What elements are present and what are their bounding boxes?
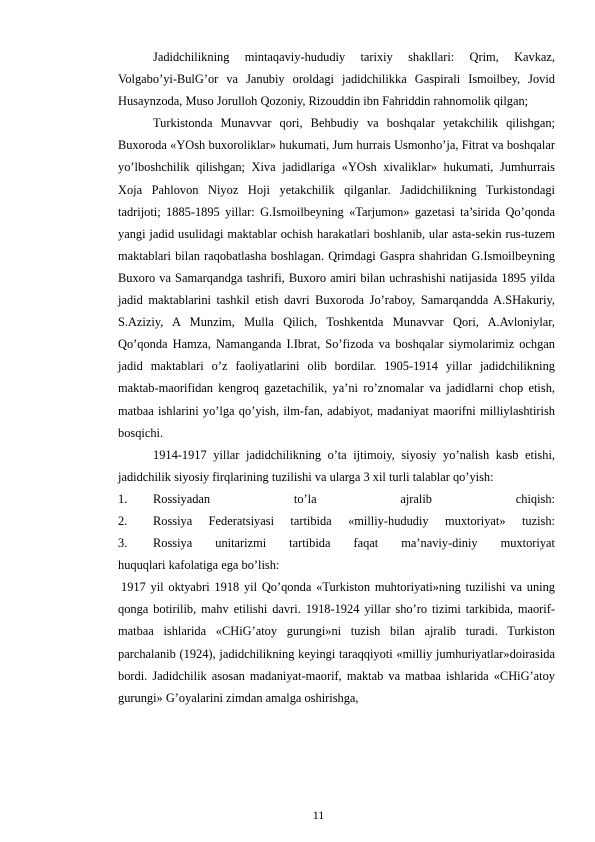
list-text: Rossiya Federatsiyasi tartibida «milliy-hududiy muxtoriyat» tuzish:	[153, 513, 555, 528]
paragraph-4: 1917 yil oktyabri 1918 yil Qo’qonda «Turkiston muhtoriyati»ning tuzilishi va uning qonga botirilib, mahv etilishi davri. 1918-1924 yillar sho’ro tizimi tarkibida, maorif-matbaa ishlarida «CHiG’atoy gurungi»ni tuzish bilan ajralib turadi. Turkiston parchalanib (1924), jadidchilikning keyingi taraqqiyoti «milliy jumhuriyatlar»doirasida bordi. Jadidchilik asosan madaniyat-maorif, maktab va matbaa ishlarida «CHiG’atoy gurungi» G’oyalarini zimdan amalga oshirishga,	[118, 580, 555, 705]
list-item	[118, 532, 555, 554]
list-continuation: huquqlari kafolatiga ega bo’lish:	[118, 558, 280, 573]
list-text: Rossiya unitarizmi tartibida faqat ma’naviy-diniy muxtoriyat	[153, 536, 555, 551]
list-number: 1.	[118, 491, 128, 506]
paragraph-3: 1914-1917 yillar jadidchilikning o’ta ijtimoiy, siyosiy yo’nalish kasb etishi, jadidchilik siyosiy firqlarining tuzilishi va ularga 3 xil turli talablar qo’yish:	[118, 447, 555, 484]
paragraph-1: Jadidchilikning mintaqaviy-hududiy tarixiy shakllari: Qrim, Kavkaz, Volgabo’yi-BulG’or va Janubiy oroldagi jadidchilikka Gaspirali Ismoilbey, Jovid Husaynzoda, Muso Jorulloh Qozoniy, Rizouddin ibn Fahriddin rahnomolik qilgan;	[118, 50, 555, 109]
list-item	[118, 510, 555, 532]
paragraph-2: Turkistonda Munavvar qori, Behbudiy va boshqalar yetakchilik qilishgan; Buxoroda «YOsh buxoroliklar» hukumati, Jum hurrais Usmonho’ja, Fitrat va boshqalar yo’lboshchilik qilishgan; Xiva jadidlariga «YOsh xivaliklar» hukumati, Jumhurrais Xoja Pahlovon Niyoz Hoji yetakchilik qilganlar. Jadidchilikning Turkistondagi tadrijoti; 1885-1895 yillar: G.Ismoilbeyning «Tarjumon» gazetasi ta’sirida Qo’qonda yangi jadid usulidagi maktablar ochish harakatlari boshlanib, ular asta-sekin rus-tuzem maktablari bilan raqobatlasha boshlagan. Qrimdagi Gaspra shahridan G.Ismoilbeyning Buxoro va Samarqandga tashrifi, Buxoro amiri bilan uchrashishi natijasida 1895 yilda jadid maktablarini tashkil etish davri Buxoroda Jo’raboy, Samarqandda A.SHakuriy, S.Aziziy, A Munzim, Mulla Qilich, Toshkentda Munavvar Qori, A.Avloniylar, Qo’qonda Hamza, Namanganda I.Ibrat, So’fizoda va boshqalar siymolarimiz ochgan jadid maktablari o’z faoliyatlarini olib bordilar. 1905-1914 yillar jadidchilikning maktab-maorifidan kengroq gazetachilik, ya’ni ro’znomalar va jadidlarni chop etish, matbaa ishlarini yo’lga qo’yish, ilm-fan, adabiyot, madaniyat maorifni milliylashtirish bosqichi.	[118, 116, 555, 440]
list-number: 3.	[118, 536, 128, 551]
list-number: 2.	[118, 513, 128, 528]
body-text	[118, 46, 555, 709]
page-number: 11	[312, 808, 325, 822]
list-item	[118, 488, 555, 510]
list-text: Rossiyadan to’la ajralib chiqish:	[153, 491, 555, 506]
